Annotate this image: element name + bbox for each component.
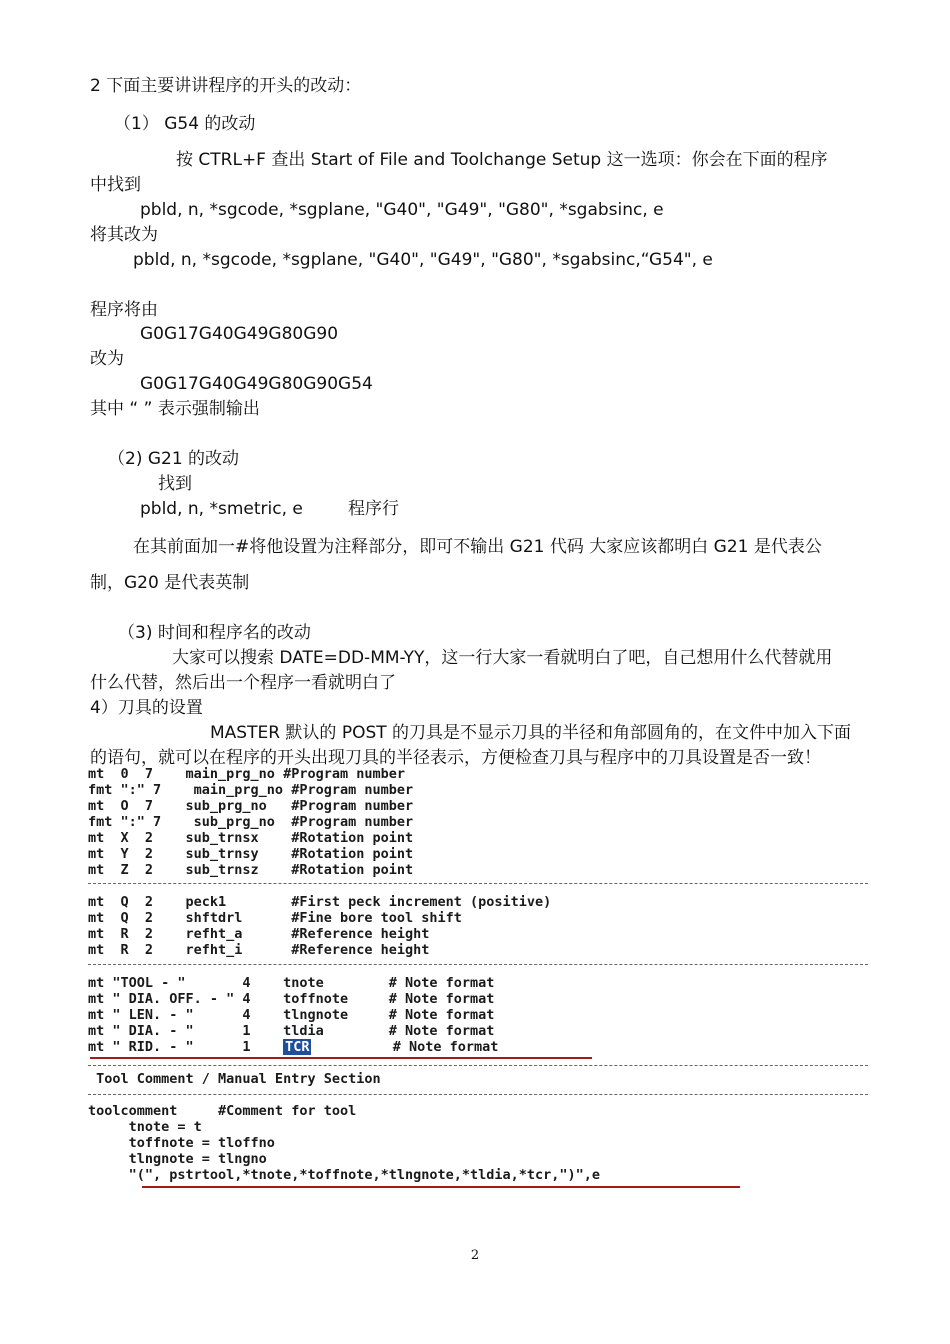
code-line: mt Y 2 sub_trnsy #Rotation point: [88, 846, 414, 862]
code-line: mt "TOOL - " 4 tnote # Note format: [88, 975, 495, 991]
code-line: mt Q 2 peck1 #First peck increment (positive): [88, 894, 552, 910]
code-line: mt X 2 sub_trnsx #Rotation point: [88, 830, 414, 846]
red-underline: [90, 1057, 592, 1059]
paragraph-line: 其中 “ ” 表示强制输出: [90, 399, 260, 419]
section-heading: 2 下面主要讲讲程序的开头的改动：: [90, 76, 362, 96]
code-line: mt R 2 refht_a #Reference height: [88, 926, 430, 942]
code-line: mt " DIA. - " 1 tldia # Note format: [88, 1023, 495, 1039]
code-line: fmt ":" 7 main_prg_no #Program number: [88, 782, 414, 798]
code-line: mt O 7 sub_prg_no #Program number: [88, 798, 414, 814]
paragraph-line: 制，G20 是代表英制: [90, 573, 250, 593]
code-line: mt " LEN. - " 4 tlngnote # Note format: [88, 1007, 495, 1023]
code-text: mt " RID. - " 1: [88, 1039, 284, 1055]
code-line: mt Q 2 shftdrl #Fine bore tool shift: [88, 910, 462, 926]
paragraph-line: 程序将由: [90, 300, 158, 320]
paragraph-line: 中找到: [90, 175, 141, 195]
red-underline: [142, 1186, 740, 1188]
paragraph-line: 在其前面加一#将他设置为注释部分，即可不输出 G21 代码 大家应该都明白 G21 是代表公: [133, 537, 822, 557]
code-line: mt R 2 refht_i #Reference height: [88, 942, 430, 958]
page-number: 2: [470, 1248, 480, 1263]
code-line: pbld, n, *sgcode, *sgplane, "G40", "G49", "G80", *sgabsinc, e: [140, 200, 664, 220]
paragraph-line: 按 CTRL+F 查出 Start of File and Toolchange Setup 这一选项：你会在下面的程序: [176, 150, 828, 170]
subheading-tool: 4）刀具的设置: [90, 698, 203, 718]
code-line: [88, 1039, 498, 1055]
paragraph-line: 的语句，就可以在程序的开头出现刀具的半径表示，方便检查刀具与程序中的刀具设置是否一致！: [90, 748, 821, 768]
paragraph-line: 将其改为: [90, 225, 158, 245]
paragraph-line: MASTER 默认的 POST 的刀具是不显示刀具的半径和角部圆角的，在文件中加入下面: [210, 723, 852, 743]
code-line: tnote = t: [88, 1119, 202, 1135]
separator: [88, 964, 868, 965]
code-line: Tool Comment / Manual Entry Section: [88, 1071, 381, 1087]
code-line: "(", pstrtool,*tnote,*toffnote,*tlngnote,*tldia,*tcr,")",e: [88, 1167, 601, 1183]
gcode-before: G0G17G40G49G80G90: [140, 324, 339, 344]
code-line: toffnote = tloffno: [88, 1135, 275, 1151]
separator: [88, 1065, 868, 1066]
gcode-after: G0G17G40G49G80G90G54: [140, 374, 373, 394]
subheading-g54: （1） G54 的改动: [114, 114, 256, 134]
paragraph-line: 程序行: [348, 499, 399, 519]
code-line: toolcomment #Comment for tool: [88, 1103, 357, 1119]
paragraph-line: 改为: [90, 349, 124, 369]
separator: [88, 1094, 868, 1095]
paragraph-line: 找到: [158, 474, 192, 494]
code-line: mt " DIA. OFF. - " 4 toffnote # Note format: [88, 991, 495, 1007]
code-line: pbld, n, *sgcode, *sgplane, "G40", "G49", "G80", *sgabsinc,“G54", e: [133, 250, 713, 270]
code-text: # Note format: [311, 1039, 499, 1055]
code-screenshot: [88, 764, 878, 1194]
code-line: mt 0 7 main_prg_no #Program number: [88, 766, 405, 782]
selected-text-highlight: TCR: [285, 1039, 310, 1055]
paragraph-line: 大家可以搜索 DATE=DD-MM-YY，这一行大家一看就明白了吧，自己想用什么代替就用: [172, 648, 833, 668]
separator: [88, 883, 868, 884]
code-line: fmt ":" 7 sub_prg_no #Program number: [88, 814, 414, 830]
code-line: tlngnote = tlngno: [88, 1151, 267, 1167]
subheading-g21: （2) G21 的改动: [108, 449, 240, 469]
code-line: pbld, n, *smetric, e: [140, 499, 303, 519]
paragraph-line: 什么代替，然后出一个程序一看就明白了: [90, 673, 396, 693]
code-line: mt Z 2 sub_trnsz #Rotation point: [88, 862, 414, 878]
subheading-time: （3) 时间和程序名的改动: [118, 623, 311, 643]
